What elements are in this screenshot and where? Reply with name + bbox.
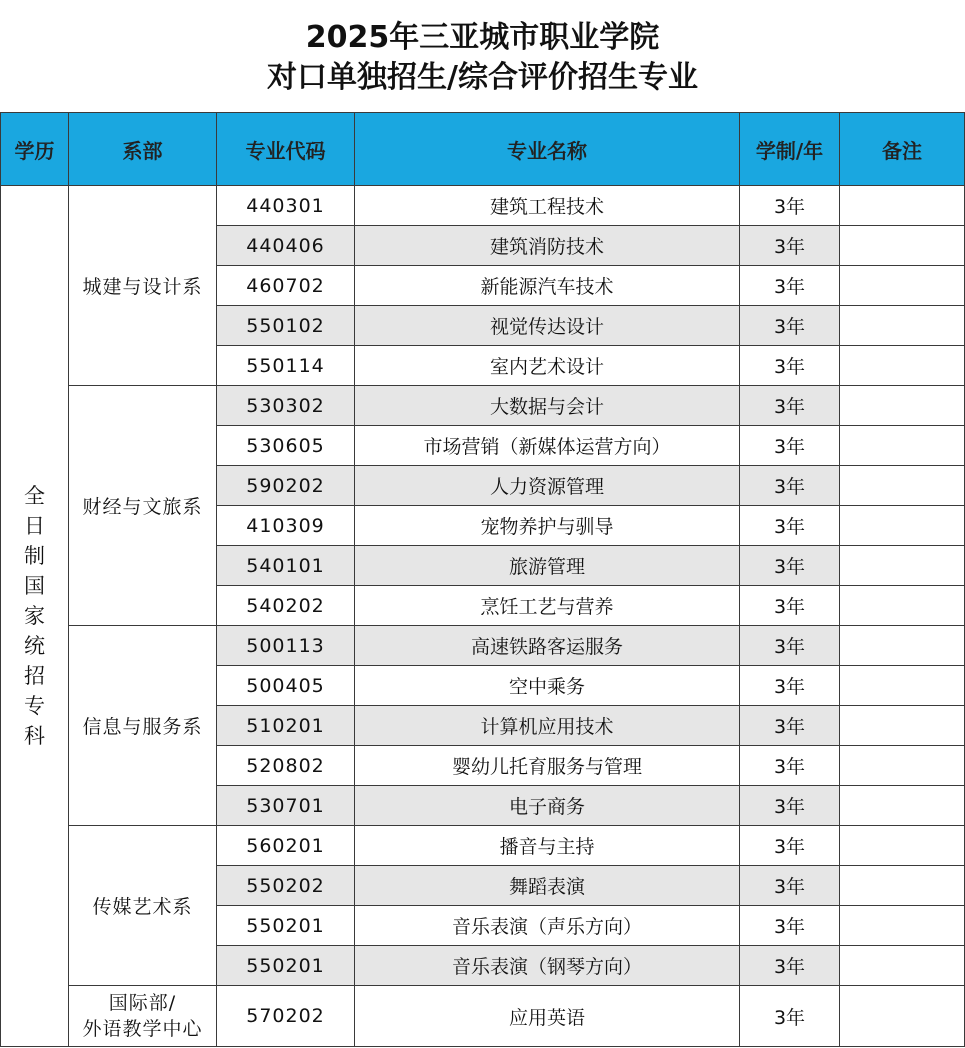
major-code: 550102 bbox=[217, 306, 355, 346]
page-title-block bbox=[0, 0, 965, 112]
edu-char: 日 bbox=[24, 514, 45, 538]
major-code: 410309 bbox=[217, 506, 355, 546]
major-note bbox=[840, 306, 965, 346]
education-level-cell bbox=[1, 186, 69, 1047]
major-years: 3年 bbox=[740, 346, 840, 386]
page-subtitle: 对口单独招生/综合评价招生专业 bbox=[267, 60, 698, 95]
major-code: 560201 bbox=[217, 826, 355, 866]
major-years: 3年 bbox=[740, 946, 840, 986]
major-code: 530701 bbox=[217, 786, 355, 826]
major-note bbox=[840, 186, 965, 226]
major-years: 3年 bbox=[740, 706, 840, 746]
header-dept: 系部 bbox=[69, 113, 217, 186]
major-years: 3年 bbox=[740, 546, 840, 586]
major-code: 520802 bbox=[217, 746, 355, 786]
major-code: 540202 bbox=[217, 586, 355, 626]
major-name: 烹饪工艺与营养 bbox=[355, 586, 740, 626]
major-code: 550202 bbox=[217, 866, 355, 906]
majors-table bbox=[0, 112, 965, 1047]
major-note bbox=[840, 586, 965, 626]
edu-char: 专 bbox=[24, 694, 45, 718]
dept-cell: 城建与设计系 bbox=[69, 186, 217, 386]
major-years: 3年 bbox=[740, 386, 840, 426]
major-note bbox=[840, 746, 965, 786]
dept-cell: 传媒艺术系 bbox=[69, 826, 217, 986]
major-years: 3年 bbox=[740, 866, 840, 906]
major-code: 590202 bbox=[217, 466, 355, 506]
major-years: 3年 bbox=[740, 826, 840, 866]
major-name: 视觉传达设计 bbox=[355, 306, 740, 346]
major-years: 3年 bbox=[740, 666, 840, 706]
dept-cell bbox=[69, 986, 217, 1047]
major-note bbox=[840, 626, 965, 666]
major-note bbox=[840, 786, 965, 826]
major-note bbox=[840, 706, 965, 746]
table-row bbox=[1, 826, 965, 866]
table-row bbox=[1, 986, 965, 1047]
dept-name-line2: 外语教学中心 bbox=[82, 1018, 203, 1040]
edu-char: 科 bbox=[24, 724, 45, 748]
major-name: 计算机应用技术 bbox=[355, 706, 740, 746]
major-note bbox=[840, 346, 965, 386]
major-note bbox=[840, 546, 965, 586]
major-years: 3年 bbox=[740, 426, 840, 466]
major-years: 3年 bbox=[740, 986, 840, 1047]
major-name: 宠物养护与驯导 bbox=[355, 506, 740, 546]
major-name: 播音与主持 bbox=[355, 826, 740, 866]
major-code: 550201 bbox=[217, 906, 355, 946]
major-years: 3年 bbox=[740, 746, 840, 786]
dept-name-line1: 国际部/ bbox=[108, 992, 177, 1014]
major-note bbox=[840, 986, 965, 1047]
major-note bbox=[840, 946, 965, 986]
major-name: 电子商务 bbox=[355, 786, 740, 826]
major-code: 500113 bbox=[217, 626, 355, 666]
edu-char: 国 bbox=[24, 574, 45, 598]
major-code: 500405 bbox=[217, 666, 355, 706]
dept-cell: 信息与服务系 bbox=[69, 626, 217, 826]
table-row bbox=[1, 186, 965, 226]
major-years: 3年 bbox=[740, 266, 840, 306]
major-name: 室内艺术设计 bbox=[355, 346, 740, 386]
table-header-row bbox=[1, 113, 965, 186]
major-code: 550201 bbox=[217, 946, 355, 986]
major-note bbox=[840, 666, 965, 706]
major-years: 3年 bbox=[740, 586, 840, 626]
page-title: 2025年三亚城市职业学院 bbox=[305, 20, 660, 55]
dept-cell: 财经与文旅系 bbox=[69, 386, 217, 626]
major-note bbox=[840, 266, 965, 306]
major-note bbox=[840, 226, 965, 266]
major-years: 3年 bbox=[740, 906, 840, 946]
major-years: 3年 bbox=[740, 306, 840, 346]
edu-char: 全 bbox=[24, 484, 45, 508]
major-name: 新能源汽车技术 bbox=[355, 266, 740, 306]
major-note bbox=[840, 826, 965, 866]
edu-char: 家 bbox=[24, 604, 45, 628]
major-name: 音乐表演（声乐方向） bbox=[355, 906, 740, 946]
major-note bbox=[840, 906, 965, 946]
major-name: 空中乘务 bbox=[355, 666, 740, 706]
header-name: 专业名称 bbox=[355, 113, 740, 186]
major-name: 应用英语 bbox=[355, 986, 740, 1047]
major-years: 3年 bbox=[740, 226, 840, 266]
major-name: 建筑消防技术 bbox=[355, 226, 740, 266]
major-name: 旅游管理 bbox=[355, 546, 740, 586]
table-row bbox=[1, 626, 965, 666]
major-code: 550114 bbox=[217, 346, 355, 386]
major-code: 530605 bbox=[217, 426, 355, 466]
major-years: 3年 bbox=[740, 626, 840, 666]
major-note bbox=[840, 386, 965, 426]
edu-char: 招 bbox=[24, 664, 45, 688]
major-years: 3年 bbox=[740, 506, 840, 546]
major-name: 音乐表演（钢琴方向） bbox=[355, 946, 740, 986]
major-name: 市场营销（新媒体运营方向） bbox=[355, 426, 740, 466]
major-code: 440301 bbox=[217, 186, 355, 226]
edu-char: 统 bbox=[24, 634, 45, 658]
header-note: 备注 bbox=[840, 113, 965, 186]
major-note bbox=[840, 866, 965, 906]
major-code: 530302 bbox=[217, 386, 355, 426]
major-note bbox=[840, 466, 965, 506]
major-name: 婴幼儿托育服务与管理 bbox=[355, 746, 740, 786]
major-name: 大数据与会计 bbox=[355, 386, 740, 426]
major-code: 540101 bbox=[217, 546, 355, 586]
major-name: 人力资源管理 bbox=[355, 466, 740, 506]
major-code: 460702 bbox=[217, 266, 355, 306]
header-duration: 学制/年 bbox=[740, 113, 840, 186]
edu-char: 制 bbox=[24, 544, 45, 568]
major-name: 高速铁路客运服务 bbox=[355, 626, 740, 666]
major-years: 3年 bbox=[740, 466, 840, 506]
major-code: 440406 bbox=[217, 226, 355, 266]
header-code: 专业代码 bbox=[217, 113, 355, 186]
major-name: 建筑工程技术 bbox=[355, 186, 740, 226]
major-note bbox=[840, 426, 965, 466]
header-edu: 学历 bbox=[1, 113, 69, 186]
major-note bbox=[840, 506, 965, 546]
major-code: 510201 bbox=[217, 706, 355, 746]
table-row bbox=[1, 386, 965, 426]
major-years: 3年 bbox=[740, 786, 840, 826]
major-years: 3年 bbox=[740, 186, 840, 226]
major-code: 570202 bbox=[217, 986, 355, 1047]
major-name: 舞蹈表演 bbox=[355, 866, 740, 906]
